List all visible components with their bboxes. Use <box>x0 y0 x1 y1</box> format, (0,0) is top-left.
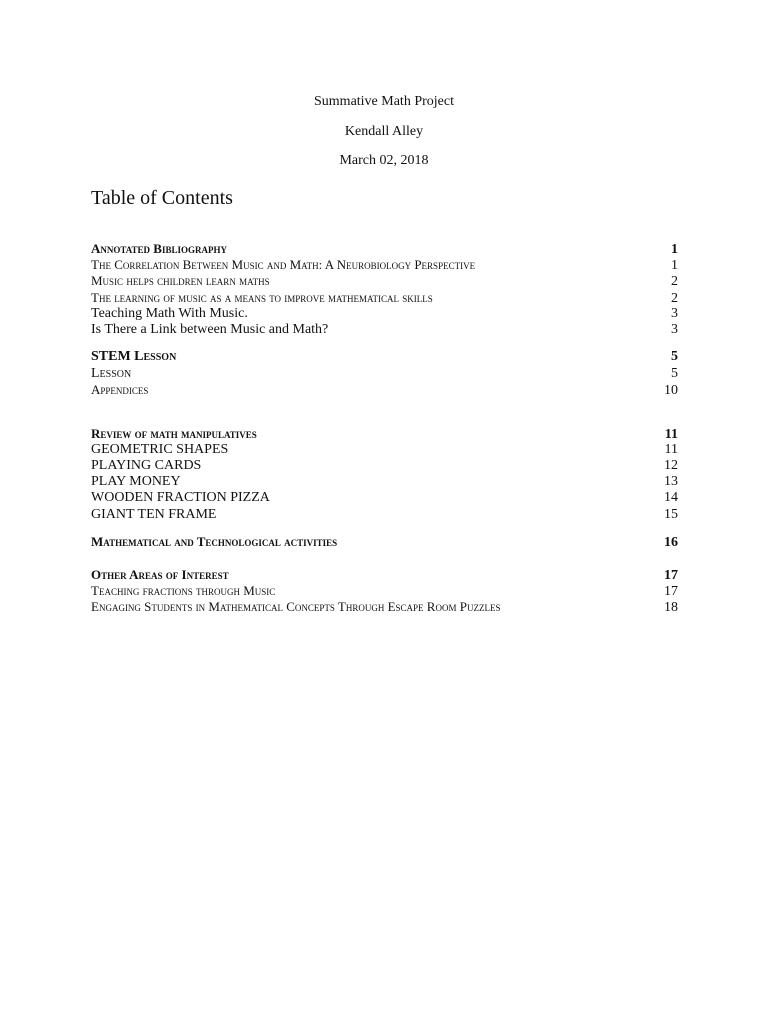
toc-entry[interactable] <box>91 382 678 399</box>
toc-entry-label: Engaging Students in Mathematical Concepts Through Escape Room Puzzles <box>91 599 501 614</box>
toc-entry-page: 3 <box>671 306 678 321</box>
toc-entry[interactable] <box>91 490 678 507</box>
toc-entry-label: Appendices <box>91 382 149 397</box>
toc-entry-page: 14 <box>664 490 678 505</box>
toc-entry-page: 1 <box>671 258 678 273</box>
toc-entry[interactable] <box>91 257 678 274</box>
toc-entry[interactable] <box>91 583 678 600</box>
toc-section-review-of-math-manipulatives[interactable] <box>91 426 678 443</box>
toc-entry[interactable] <box>91 273 678 290</box>
toc-entry-label: Is There a Link between Music and Math? <box>91 322 329 337</box>
toc-entry-page: 3 <box>671 322 678 337</box>
toc-entry-page: 18 <box>664 600 678 615</box>
toc-entry-label: Teaching Math With Music. <box>91 306 248 321</box>
toc-entry[interactable] <box>91 507 678 524</box>
toc-entry[interactable] <box>91 366 678 383</box>
toc-section-annotated-bibliography[interactable] <box>91 241 678 258</box>
toc-entry-label: GEOMETRIC SHAPES <box>91 442 229 457</box>
toc-entry-label: Mathematical and Technological activities <box>91 534 338 549</box>
toc-entry-page: 11 <box>664 427 678 442</box>
toc-entry-label: Lesson <box>91 366 132 381</box>
toc-entry-page: 13 <box>664 474 678 489</box>
toc-entry-page: 5 <box>671 349 678 364</box>
toc-heading: Table of Contents <box>91 187 233 209</box>
toc-entry-label: STEM Lesson <box>91 349 177 364</box>
toc-entry-label: Annotated Bibliography <box>91 241 227 256</box>
toc-entry-label: Review of math manipulatives <box>91 426 257 441</box>
toc-entry-label: PLAYING CARDS <box>91 458 202 473</box>
toc-entry-page: 16 <box>664 535 678 550</box>
toc-entry[interactable] <box>91 290 678 307</box>
document-date: March 02, 2018 <box>339 153 429 168</box>
toc-section-other-areas-of-interest[interactable] <box>91 567 678 584</box>
toc-entry-page: 15 <box>664 507 678 522</box>
toc-entry[interactable] <box>91 458 678 475</box>
document-title: Summative Math Project <box>314 94 454 109</box>
toc-entry-label: The Correlation Between Music and Math: A Neurobiology Perspective <box>91 257 476 272</box>
toc-entry-page: 17 <box>664 568 678 583</box>
toc-section-mathematical-and-technological-activities[interactable] <box>91 534 678 551</box>
toc-entry[interactable] <box>91 474 678 491</box>
toc-section-stem-lesson[interactable] <box>91 349 678 366</box>
toc-entry-label: WOODEN FRACTION PIZZA <box>91 490 270 505</box>
toc-entry-page: 2 <box>671 274 678 289</box>
toc-entry[interactable] <box>91 322 678 339</box>
toc-entry-label: Teaching fractions through Music <box>91 583 276 598</box>
toc-entry-page: 5 <box>671 366 678 381</box>
toc-entry-page: 1 <box>671 242 678 257</box>
toc-entry-page: 10 <box>664 383 678 398</box>
toc-entry[interactable] <box>91 306 678 323</box>
toc-entry-page: 12 <box>664 458 678 473</box>
toc-entry-label: The learning of music as a means to improve mathematical skills <box>91 290 433 305</box>
toc-entry-page: 11 <box>664 442 678 457</box>
toc-entry-page: 2 <box>671 291 678 306</box>
toc-entry-page: 17 <box>664 584 678 599</box>
toc-entry-label: Other Areas of Interest <box>91 567 229 582</box>
toc-entry-label: Music helps children learn maths <box>91 273 270 288</box>
toc-entry-label: GIANT TEN FRAME <box>91 507 217 522</box>
toc-entry[interactable] <box>91 599 678 616</box>
document-author: Kendall Alley <box>344 124 424 139</box>
toc-entry-label: PLAY MONEY <box>91 474 181 489</box>
toc-entry[interactable] <box>91 442 678 459</box>
